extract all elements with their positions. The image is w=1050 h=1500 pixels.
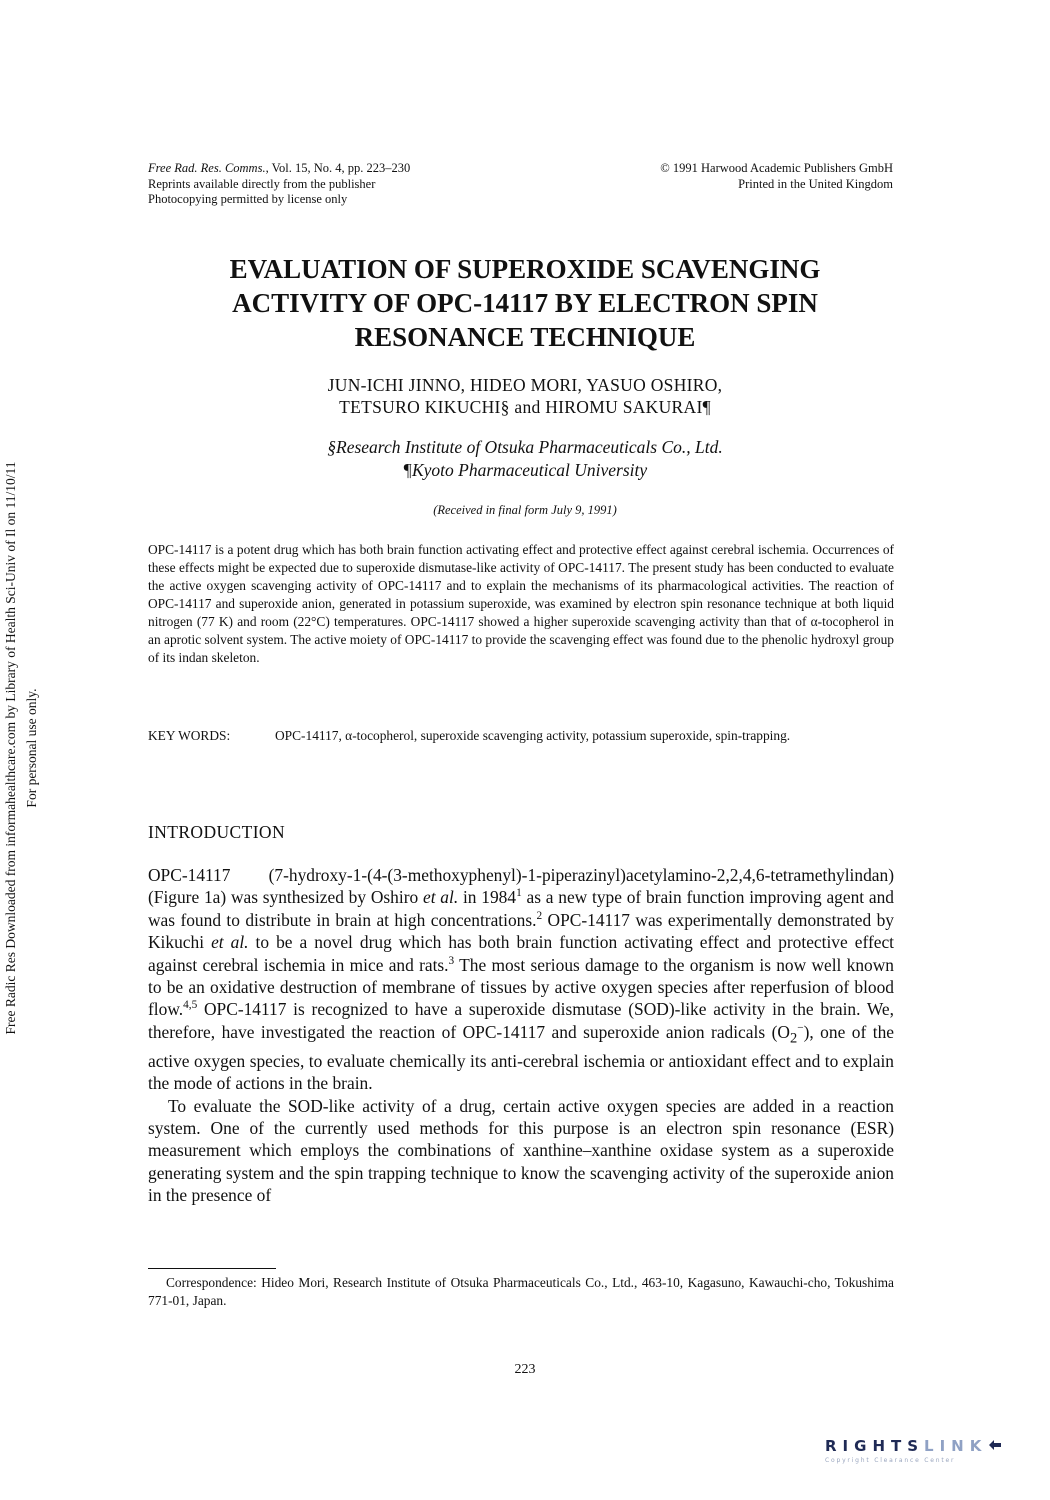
download-stamp-line1: Free Radic Res Downloaded from informahealthcare.com by Library of Health Sci-Univ of Il on 11/10/11	[3, 461, 18, 1035]
intro-text: as a new type of brain function improving agent and was found to distribute in brain at high concentrations.	[148, 887, 895, 930]
intro-text: OPC-14117 (7-hydroxy-1-(4-(3-methoxyphenyl)-1-piperazinyl)acetylamino-2,2,4,6-tetramethylindan) (Figure 1a) was synthesized by Oshiro	[148, 865, 894, 908]
et-al: et al.	[211, 932, 249, 953]
logo-part-link: LINK	[924, 1437, 988, 1455]
photocopy-notice: Photocopying permitted by license only	[148, 192, 348, 206]
introduction-body	[148, 864, 894, 1207]
intro-text: in 1984	[458, 887, 517, 908]
title-line-2: ACTIVITY OF OPC-14117 BY ELECTRON SPIN	[232, 288, 818, 318]
reprints-notice: Reprints available directly from the publisher	[148, 176, 376, 191]
rightslink-logo	[825, 1437, 1035, 1477]
citation-ref: 1	[516, 887, 522, 900]
formula-subscript: 2	[789, 1030, 798, 1047]
intro-text: to be a novel drug which has both brain function activating effect and protective effect against cerebral ischemia in mice and rats.	[148, 932, 895, 975]
keywords-text: OPC-14117, α-tocopherol, superoxide scavenging activity, potassium superoxide, spin-trapping.	[275, 728, 791, 743]
authors-line-2: TETSURO KIKUCHI§ and HIROMU SAKURAI¶	[339, 397, 711, 417]
et-al: et al.	[422, 887, 459, 908]
rightslink-wordmark	[825, 1437, 1035, 1455]
printed-line: Printed in the United Kingdom	[738, 176, 893, 191]
citation-ref: 4,5	[183, 999, 198, 1012]
journal-citation-line	[148, 161, 410, 177]
journal-header-right	[660, 161, 893, 192]
citation-ref: 3	[448, 954, 455, 967]
title-line-1: EVALUATION OF SUPEROXIDE SCAVENGING	[229, 254, 821, 284]
footnote-rule	[148, 1268, 276, 1269]
copyright-line: © 1991 Harwood Academic Publishers GmbH	[660, 161, 893, 175]
intro-text: The most serious damage to the organism is now well known to be an oxidative destruction of membrane of tissues by active oxygen species after reperfusion of blood flow.	[148, 954, 894, 1020]
intro-text: OPC-14117 was experimentally demonstrated by Kikuchi	[148, 909, 894, 953]
journal-volume: , Vol. 15, No. 4, pp. 223–230	[265, 161, 411, 175]
formula-superscript: −	[797, 1022, 804, 1035]
title-line-3: RESONANCE TECHNIQUE	[354, 322, 696, 352]
journal-name: Free Rad. Res. Comms.	[148, 161, 266, 175]
affiliation-otsuka: §Research Institute of Otsuka Pharmaceuticals Co., Ltd.	[327, 437, 723, 457]
received-date: (Received in final form July 9, 1991)	[433, 503, 617, 517]
keywords-label: KEY WORDS:	[148, 728, 231, 743]
journal-header-left	[148, 161, 410, 208]
citation-ref: 2	[536, 910, 543, 923]
intro-text: OPC-14117 is recognized to have a superoxide dismutase (SOD)-like activity in the brain. We, therefore, have investigated the reaction of OPC-14117 and superoxide anion radicals (O	[148, 999, 894, 1042]
affiliations	[100, 436, 950, 482]
intro-paragraph-1	[148, 864, 894, 1095]
keywords	[148, 727, 894, 745]
intro-text: ), one of the active oxygen species, to evaluate chemically its anti-cerebral ischemia or antioxidant effect and to explain the mode of actions in the brain.	[148, 1021, 894, 1094]
logo-subtitle: Copyright Clearance Center	[825, 1457, 956, 1464]
author-list	[100, 374, 950, 418]
download-stamp-line2: For personal use only.	[24, 688, 39, 808]
intro-paragraph-2: To evaluate the SOD-like activity of a drug, certain active oxygen species are added in a reaction system. One of the currently used methods for this purpose is an electron spin resonance (ESR) measurement which employs the combinations of xanthine–xanthine oxidase system as a superoxide generating system and the spin trapping technique to know the scavenging activity of the superoxide anion in the presence of	[148, 1095, 894, 1206]
logo-part-rights: RIGHTS	[825, 1437, 925, 1455]
abstract: OPC-14117 is a potent drug which has both brain function activating effect and protective effect against cerebral ischemia. Occurrences of these effects might be expected due to superoxide dismutase-like activity of OPC-14117. The present study has been conducted to evaluate the active oxygen scavenging activity of OPC-14117 and to explain the mechanisms of its pharmacological activities. The reaction of OPC-14117 and superoxide anion, generated in potassium superoxide, was examined by electron spin resonance technique at both liquid nitrogen (77 K) and room (22°C) temperatures. OPC-14117 showed a higher superoxide scavenging activity than that of α-tocopherol in an aprotic solvent system. The active moiety of OPC-14117 to provide the scavenging effect was found due to the phenolic hydroxyl group of its indan skeleton.	[148, 542, 894, 665]
rightslink-arrow-icon	[987, 1438, 1003, 1452]
affiliation-kyoto: ¶Kyoto Pharmaceutical University	[402, 460, 648, 480]
authors-line-1: JUN-ICHI JINNO, HIDEO MORI, YASUO OSHIRO,	[327, 375, 723, 395]
section-heading-introduction: INTRODUCTION	[148, 822, 286, 842]
page-number: 223	[514, 1362, 536, 1377]
correspondence-footnote: Correspondence: Hideo Mori, Research Institute of Otsuka Pharmaceuticals Co., Ltd., 463-10, Kagasuno, Kawauchi-cho, Tokushima 771-01, Japan.	[148, 1275, 894, 1308]
paper-title	[100, 252, 950, 354]
download-stamp	[0, 378, 48, 1118]
